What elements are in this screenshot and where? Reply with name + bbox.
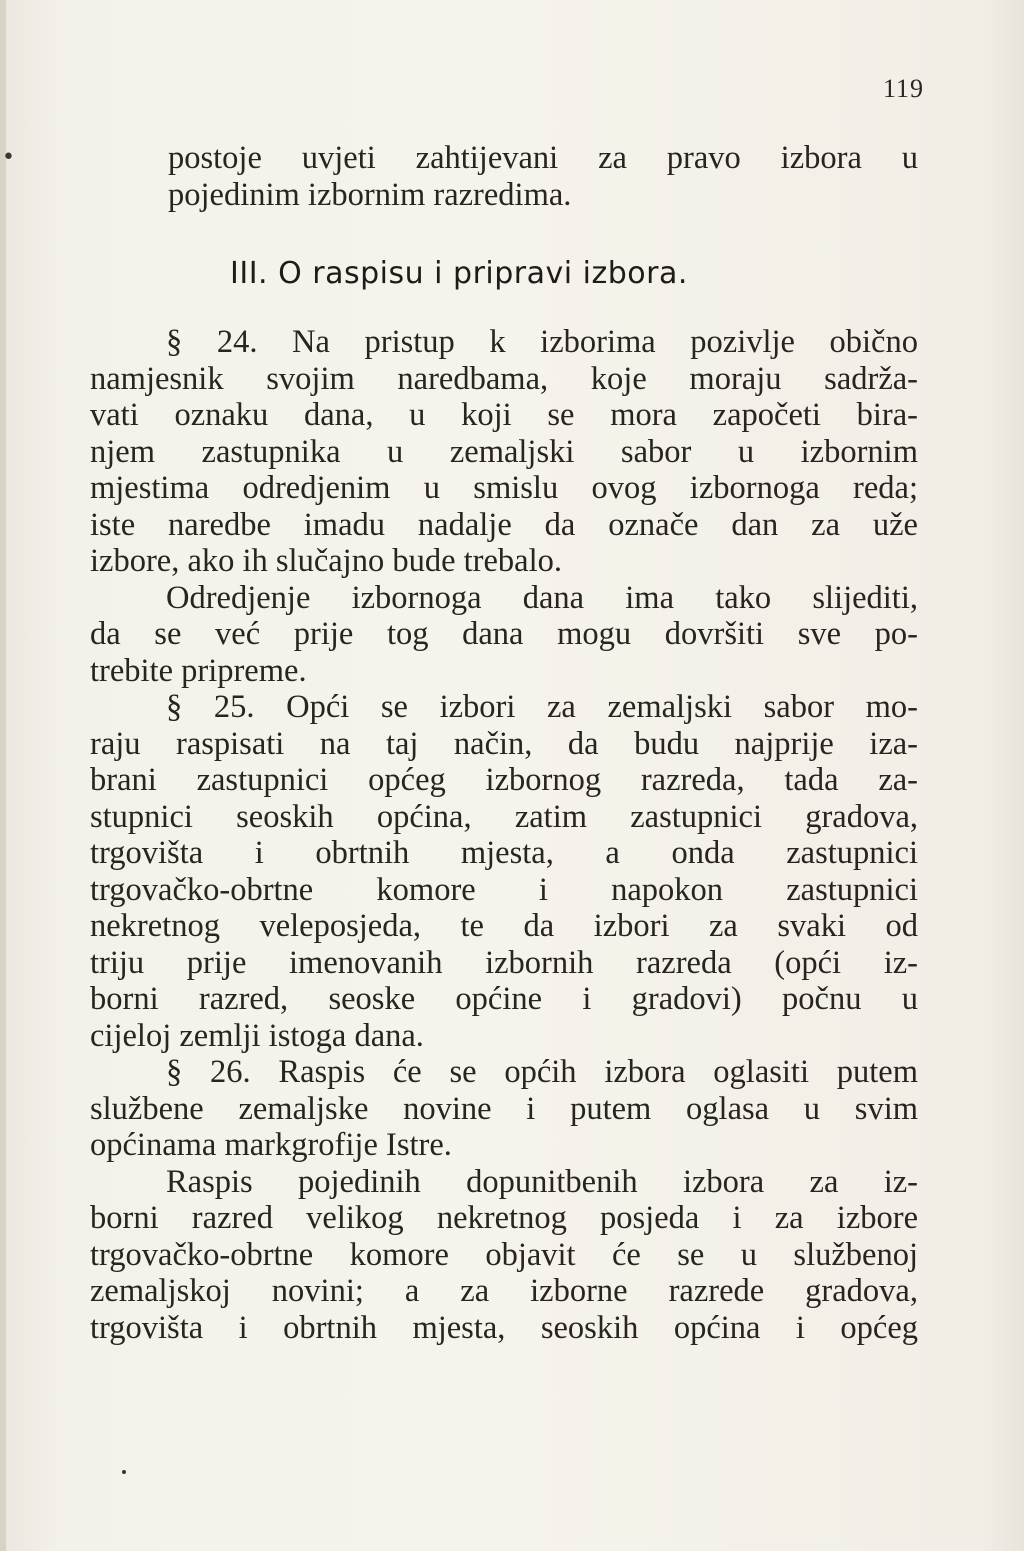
text-line: § 24. Na pristup k izborima pozivlje obično [166,324,918,360]
continuation-paragraph [168,140,918,213]
text-line: da se već prije tog dana mogu dovršiti sve po- [90,616,918,652]
text-line: trgovišta i obrtnih mjesta, seoskih općina i općeg [90,1309,918,1346]
text-line: raju raspisati na taj način, da budu najprije iza- [90,725,918,762]
text-line: službene zemaljske novine i putem oglasa u svim [90,1090,918,1127]
text-line: § 26. Raspis će se općih izbora oglasiti putem [166,1054,918,1090]
text-line: Raspis pojedinih dopunitbenih izbora za iz- [166,1163,918,1200]
text-line: pojedinim izbornim razredima. [168,176,572,213]
ink-speck [122,1470,126,1474]
text-line: Odredjenje izbornoga dana ima tako slijediti, [166,579,918,616]
section-heading: III. O raspisu i pripravi izbora. [230,256,688,291]
text-line: postoje uvjeti zahtijevani za pravo izbora u [168,140,918,176]
text-line: § 25. Opći se izbori za zemaljski sabor mo- [166,689,918,725]
text-line: izbore, ako ih slučajno bude trebalo. [90,543,562,579]
text-line: trgovačko-obrtne komore i napokon zastupnici [90,871,918,908]
binding-edge [0,0,6,1551]
margin-mark: • [2,145,15,170]
text-line: borni razred velikog nekretnog posjeda i za izbore [90,1200,918,1236]
text-line: stupnici seoskih općina, zatim zastupnici gradova, [90,798,918,835]
page-number: 119 [882,74,924,103]
text-line: njem zastupnika u zemaljski sabor u izbornim [90,433,918,470]
text-line: trgovačko-obrtne komore objavit će se u službenoj [90,1236,918,1273]
text-line: nekretnog veleposjeda, te da izbori za svaki od [90,908,918,944]
text-line: triju prije imenovanih izbornih razreda (opći iz- [90,944,918,981]
text-line: cijeloj zemlji istoga dana. [90,1017,424,1054]
text-line: mjestima odredjenim u smislu ovog izbornoga reda; [90,470,918,506]
body-text [90,324,918,1346]
text-line: trebite pripreme. [90,652,307,689]
text-line: brani zastupnici općeg izbornog razreda, tada za- [90,762,918,798]
text-line: trgovišta i obrtnih mjesta, a onda zastupnici [90,835,918,871]
text-line: iste naredbe imadu nadalje da označe dan za uže [90,506,918,543]
text-line: namjesnik svojim naredbama, koje moraju sadrža- [90,360,918,397]
text-line: borni razred, seoske općine i gradovi) počnu u [90,981,918,1017]
text-line: vati oznaku dana, u koji se mora započeti bira- [90,397,918,433]
text-line: općinama markgrofije Istre. [90,1127,452,1163]
text-line: zemaljskoj novini; a za izborne razrede gradova, [90,1273,918,1309]
